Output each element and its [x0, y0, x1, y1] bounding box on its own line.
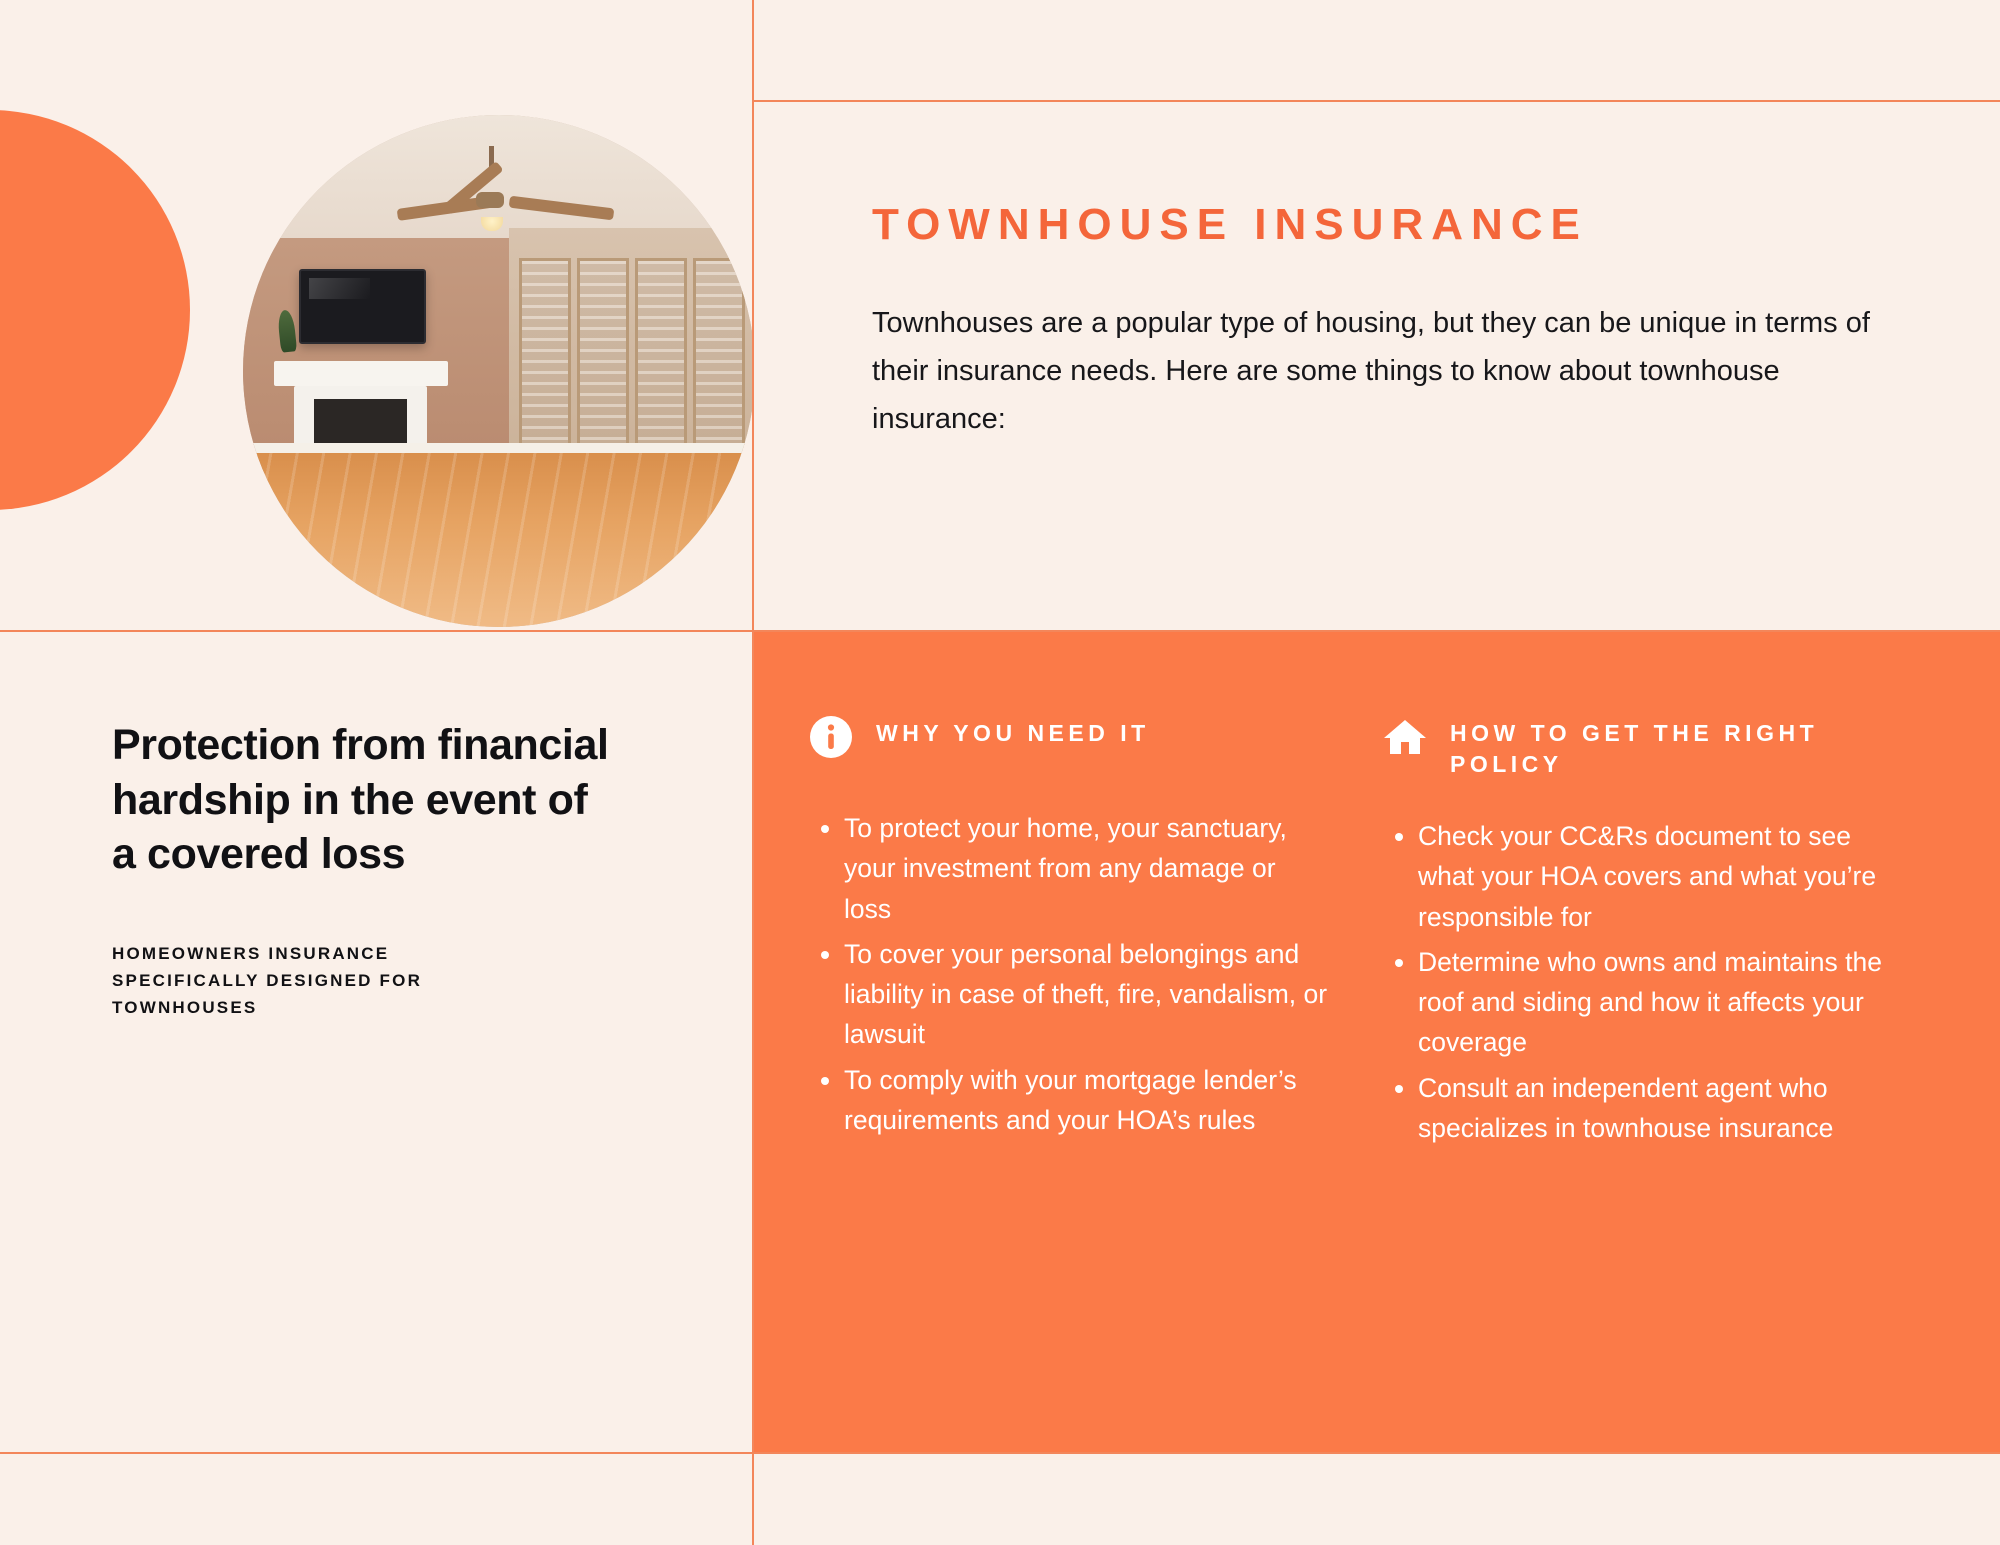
hardwood-floor — [243, 453, 752, 627]
page-title: TOWNHOUSE INSURANCE — [872, 200, 1588, 249]
guide-line-bottom — [0, 1452, 2000, 1454]
list-item: • Check your CC&Rs document to see what your HOA covers and what you’re responsible for — [1418, 816, 1902, 937]
house-icon — [1382, 714, 1428, 760]
television — [299, 269, 426, 345]
column-how-to-get-the-right-policy — [1382, 712, 1902, 1153]
window — [519, 258, 571, 453]
fireplace-mantel — [274, 361, 448, 387]
living-room-photo — [243, 115, 752, 627]
list-item: • To comply with your mortgage lender’s requirements and your HOA’s rules — [844, 1060, 1328, 1141]
column-why-you-need-it — [808, 712, 1328, 1145]
window-row — [519, 258, 744, 453]
highlights-panel — [752, 632, 2000, 1452]
decorative-circle — [0, 110, 190, 510]
list-item: • To cover your personal belongings and liability in case of theft, fire, vandalism, or lawsuit — [844, 934, 1328, 1055]
list-item: • Determine who owns and maintains the roof and siding and how it affects your coverage — [1418, 942, 1902, 1063]
intro-paragraph: Townhouses are a popular type of housing, but they can be unique in terms of their insurance needs. Here are some things to know about townhouse insurance: — [872, 307, 1870, 435]
list-item: • Consult an independent agent who specializes in townhouse insurance — [1418, 1068, 1902, 1149]
ceiling-fan-hub — [476, 192, 504, 208]
bullet-list — [1382, 816, 1902, 1148]
floor-planks — [243, 453, 752, 627]
column-header — [1382, 712, 1902, 780]
column-heading: WHY YOU NEED IT — [876, 720, 1150, 746]
header-block — [872, 200, 1882, 444]
window — [577, 258, 629, 453]
column-heading: HOW TO GET THE RIGHT POLICY — [1450, 720, 1819, 778]
headline-block — [112, 718, 672, 1021]
window — [693, 258, 745, 453]
column-header — [808, 712, 1328, 772]
headline: Protection from financial hardship in the event of a covered loss — [112, 721, 609, 879]
list-item: • To protect your home, your sanctuary, your investment from any damage or loss — [844, 808, 1328, 929]
subheadline: HOMEOWNERS INSURANCE SPECIFICALLY DESIGNED FOR TOWNHOUSES — [112, 943, 423, 1018]
info-circle-icon — [808, 714, 854, 760]
window — [635, 258, 687, 453]
hero-image-block — [0, 100, 752, 630]
bullet-list — [808, 808, 1328, 1140]
room-illustration — [243, 115, 752, 627]
guide-line-top — [752, 100, 2000, 102]
